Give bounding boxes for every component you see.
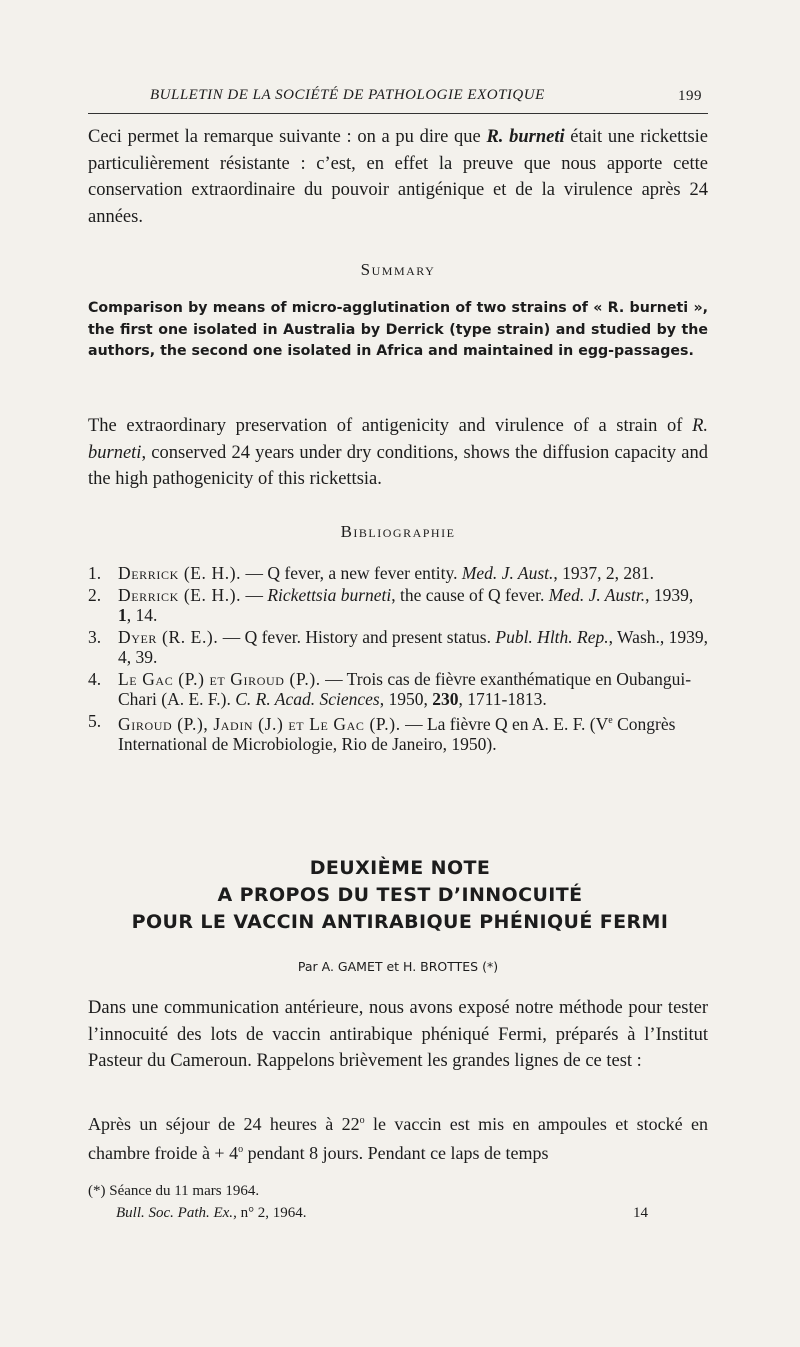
second-note-title bbox=[58, 855, 742, 936]
bib-volume: 1 bbox=[118, 605, 127, 625]
summary-body bbox=[88, 413, 708, 493]
intro-text-2: était une rickettsie particulièrement résistante : c’est, en effet la preuve que nous apporte cette conservation extraordinaire du pouvoir antigénique et de la virulence après 24 années. bbox=[88, 127, 709, 227]
citation-journal: Bull. Soc. Path. Ex. bbox=[116, 1205, 234, 1221]
note-p2-text: le vaccin est mis en ampoules et stocké en chambre froide à + 4 bbox=[88, 1114, 709, 1163]
bib-text: , 1950, bbox=[379, 689, 433, 709]
bib-journal: Med. J. Austr. bbox=[548, 584, 646, 605]
bib-superscript: e bbox=[608, 714, 613, 726]
bib-number: 3. bbox=[88, 626, 102, 647]
note-title-line: DEUXIÈME NOTE bbox=[309, 857, 491, 879]
bib-text: , 1939, bbox=[645, 584, 694, 605]
bib-volume: 230 bbox=[432, 689, 459, 709]
header-rule bbox=[88, 113, 708, 114]
bibliography-item bbox=[88, 711, 708, 755]
note-paragraph-1: Dans une communication antérieure, nous avons exposé notre méthode pour tester l’innocuité des lots de vaccin antirabique phéniqué Fermi, préparés à l’Institut Pasteur du Cameroun. Rappelons brièvement les grandes lignes de ce test : bbox=[88, 998, 708, 1071]
bib-journal: Rickettsia burneti bbox=[267, 584, 392, 605]
bib-number: 4. bbox=[88, 668, 102, 689]
footnote-session-date: (*) Séance du 11 mars 1964. bbox=[88, 1183, 260, 1199]
bib-journal: Med. J. Aust. bbox=[461, 563, 554, 583]
bibliography-item bbox=[88, 627, 708, 668]
bib-number: 2. bbox=[88, 584, 102, 605]
bib-text: — Q fever, a new fever entity. bbox=[241, 563, 462, 583]
note-title-line: POUR LE VACCIN ANTIRABIQUE PHÉNIQUÉ FERMI bbox=[131, 911, 669, 933]
page-number: 199 bbox=[678, 88, 702, 104]
summary-heading: Summary bbox=[360, 260, 436, 279]
summary-body-text-1: The extraordinary preservation of antigenicity and virulence of a strain of bbox=[88, 416, 693, 436]
bib-text: — Trois cas de fièvre exanthématique en Oubangui-Chari (A. E. F.). bbox=[118, 668, 692, 709]
summary-body-text-2: , conserved 24 years under dry conditions, shows the diffusion capacity and the high pathogenicity of this rickettsia. bbox=[88, 442, 708, 489]
bib-text: , 1711-1813. bbox=[458, 689, 547, 709]
bib-number: 1. bbox=[88, 563, 102, 583]
footnote-citation bbox=[88, 1202, 708, 1224]
bib-text: , the cause of Q fever. bbox=[391, 584, 549, 605]
bib-author: Dyer (R. E.). bbox=[118, 626, 219, 647]
running-header bbox=[88, 83, 708, 111]
bib-author: Le Gac (P.) et Giroud (P.). bbox=[118, 668, 321, 689]
note-p2-text: Après un séjour de 24 heures à 22 bbox=[88, 1114, 360, 1134]
running-title: BULLETIN DE LA SOCIÉTÉ DE PATHOLOGIE EXOTIQUE bbox=[150, 87, 545, 103]
bib-text: , 1937, 2, 281. bbox=[553, 563, 654, 583]
bibliography-item bbox=[88, 585, 708, 626]
bib-number: 5. bbox=[88, 710, 102, 731]
bibliography-heading: Bibliographie bbox=[340, 522, 456, 541]
bib-author: Giroud (P.), Jadin (J.) et Le Gac (P.). bbox=[118, 713, 401, 734]
intro-paragraph bbox=[88, 124, 708, 230]
intro-text-1: Ceci permet la remarque suivante : on a pu dire que bbox=[88, 127, 487, 147]
bib-text: — La fièvre Q en A. E. F. (V bbox=[400, 713, 609, 734]
summary-body-species: R. burneti bbox=[88, 416, 708, 463]
note-paragraph-2 bbox=[88, 1108, 708, 1166]
bib-author: Derrick (E. H.). bbox=[118, 563, 242, 583]
note-p2-text: pendant 8 jours. Pendant ce laps de temps bbox=[243, 1143, 549, 1163]
bibliography-item bbox=[88, 669, 708, 710]
bib-author: Derrick (E. H.). bbox=[118, 584, 242, 605]
bib-text: — Q fever. History and present status. bbox=[218, 626, 496, 647]
sheet-number: 14 bbox=[633, 1205, 648, 1221]
bib-journal: C. R. Acad. Sciences bbox=[235, 689, 380, 709]
summary-abstract: Comparison by means of micro-agglutination of two strains of « R. burneti », the first one isolated in Australia by Derrick (type strain) and studied by the authors, the second one isolated in Africa and maintained in egg-passages. bbox=[88, 300, 708, 359]
note-byline: Par A. GAMET et H. BROTTES (*) bbox=[297, 959, 499, 974]
bib-text: Congrès International de Microbiologie, Rio de Janeiro, 1950). bbox=[118, 713, 676, 754]
degree-sign: o bbox=[238, 1144, 244, 1155]
bib-text: , Wash., 1939, 4, 39. bbox=[118, 626, 709, 667]
bibliography-list bbox=[88, 563, 708, 755]
bib-text: , 14. bbox=[126, 605, 158, 625]
citation-text: , n° 2, 1964. bbox=[233, 1205, 307, 1221]
footnote bbox=[88, 1180, 708, 1224]
bib-journal: Publ. Hlth. Rep. bbox=[495, 626, 609, 647]
bibliography-item bbox=[88, 563, 708, 584]
note-title-line: A PROPOS DU TEST D’INNOCUITÉ bbox=[217, 884, 583, 906]
degree-sign: o bbox=[359, 1115, 365, 1126]
intro-species: R. burneti bbox=[486, 127, 565, 147]
bib-text: — bbox=[241, 584, 268, 605]
